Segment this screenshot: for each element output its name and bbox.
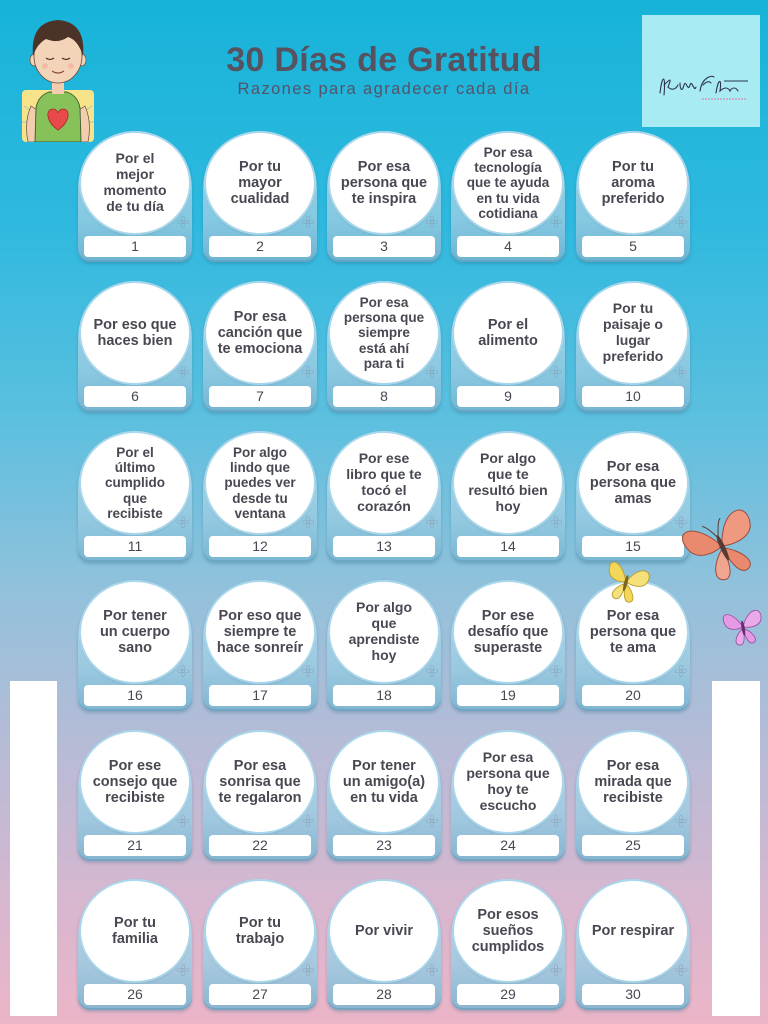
day-number: 16 [84, 685, 186, 706]
gratitude-card [327, 131, 441, 262]
day-number: 27 [209, 984, 311, 1005]
card-circle [330, 283, 438, 383]
day-number: 17 [209, 685, 311, 706]
day-number: 7 [209, 386, 311, 407]
card-circle [454, 283, 562, 383]
gratitude-card [203, 131, 317, 262]
card-text: Por esa persona que siempre está ahí para ti [343, 294, 425, 371]
card-text: Por esa mirada que recibiste [594, 757, 672, 807]
flower-icon [425, 814, 439, 828]
card-text: Por el último cumplido que recibiste [105, 444, 165, 521]
gratitude-card [451, 281, 565, 412]
card-text: Por tu paisaje o lugar preferido [602, 300, 664, 364]
card-circle [454, 881, 562, 981]
card-text: Por esa canción que te emociona [217, 308, 303, 358]
day-number: 26 [84, 984, 186, 1005]
gratitude-card [576, 131, 690, 262]
card-text: Por algo que te resultó bien hoy [468, 450, 548, 514]
card-circle [330, 582, 438, 682]
card-circle [579, 732, 687, 832]
card-text: Por ese desafío que superaste [467, 607, 549, 657]
flower-icon [425, 664, 439, 678]
flower-icon [425, 365, 439, 379]
left-white-bar [10, 681, 57, 1016]
day-number: 12 [209, 536, 311, 557]
gratitude-card [327, 730, 441, 861]
card-text: Por esa sonrisa que te regalaron [218, 757, 302, 807]
flower-icon [301, 664, 315, 678]
card-circle [330, 133, 438, 233]
gratitude-card [576, 879, 690, 1010]
card-circle [206, 283, 314, 383]
gratitude-card [203, 281, 317, 412]
card-text: Por tu aroma preferido [601, 158, 665, 208]
card-text: Por el alimento [478, 316, 538, 349]
card-text: Por ese consejo que recibiste [92, 757, 178, 807]
flower-icon [301, 814, 315, 828]
card-text: Por esa persona que hoy te escucho [466, 749, 550, 813]
flower-icon [549, 664, 563, 678]
card-circle [330, 732, 438, 832]
gratitude-card [327, 281, 441, 412]
day-number: 6 [84, 386, 186, 407]
card-circle [454, 433, 562, 533]
gratitude-card [78, 281, 192, 412]
gratitude-card [576, 730, 690, 861]
card-circle [81, 881, 189, 981]
card-text: Por esa tecnología que te ayuda en tu vida cotidiana [466, 144, 550, 221]
card-circle [81, 133, 189, 233]
card-text: Por respirar [591, 922, 675, 939]
card-circle [206, 133, 314, 233]
gratitude-card [78, 580, 192, 711]
flower-icon [176, 515, 190, 529]
card-circle [454, 582, 562, 682]
card-text: Por esa persona que amas [589, 458, 677, 508]
gratitude-card [203, 580, 317, 711]
card-text: Por el mejor momento de tu día [103, 150, 167, 214]
page-subtitle: Razones para agradecer cada día [237, 80, 531, 98]
flower-icon [176, 215, 190, 229]
flower-icon [425, 215, 439, 229]
day-number: 9 [457, 386, 559, 407]
card-circle [206, 732, 314, 832]
card-text: Por esa persona que te inspira [340, 158, 428, 208]
flower-icon [301, 963, 315, 977]
gratitude-card [78, 879, 192, 1010]
flower-icon [176, 814, 190, 828]
flower-icon [301, 515, 315, 529]
flower-icon [425, 515, 439, 529]
day-number: 28 [333, 984, 435, 1005]
gratitude-card [327, 431, 441, 562]
card-text: Por algo que aprendiste hoy [348, 599, 420, 663]
flower-icon [549, 515, 563, 529]
card-circle [579, 283, 687, 383]
gratitude-card [203, 730, 317, 861]
gratitude-card [327, 580, 441, 711]
flower-icon [301, 215, 315, 229]
gratitude-card [327, 879, 441, 1010]
gratitude-card [451, 131, 565, 262]
flower-icon [549, 365, 563, 379]
right-white-bar [712, 681, 760, 1016]
card-circle [330, 433, 438, 533]
card-text: Por esos sueños cumplidos [471, 906, 545, 956]
day-number: 19 [457, 685, 559, 706]
card-text: Por vivir [354, 922, 414, 939]
day-number: 10 [582, 386, 684, 407]
flower-icon [674, 664, 688, 678]
gratitude-card [451, 730, 565, 861]
day-number: 21 [84, 835, 186, 856]
card-text: Por eso que siempre te hace sonreír [216, 607, 304, 657]
card-circle [81, 732, 189, 832]
card-text: Por esa persona que te ama [589, 607, 677, 657]
flower-icon [674, 365, 688, 379]
card-circle [579, 881, 687, 981]
day-number: 20 [582, 685, 684, 706]
card-circle [330, 881, 438, 981]
flower-icon [549, 215, 563, 229]
gratitude-card [451, 580, 565, 711]
card-text: Por ese libro que te tocó el corazón [346, 450, 422, 514]
day-number: 14 [457, 536, 559, 557]
flower-icon [176, 664, 190, 678]
day-number: 1 [84, 236, 186, 257]
card-text: Por eso que haces bien [93, 316, 177, 349]
flower-icon [674, 215, 688, 229]
gratitude-card [451, 879, 565, 1010]
card-circle [81, 283, 189, 383]
card-circle [206, 582, 314, 682]
card-text: Por tu familia [112, 914, 158, 947]
card-text: Por tu mayor cualidad [230, 158, 290, 208]
day-number: 13 [333, 536, 435, 557]
card-text: Por tener un cuerpo sano [99, 607, 171, 657]
brand-logo [642, 15, 760, 127]
day-number: 11 [84, 536, 186, 557]
card-circle [579, 433, 687, 533]
gratitude-card [451, 431, 565, 562]
flower-icon [176, 365, 190, 379]
card-text: Por tu trabajo [235, 914, 285, 947]
flower-icon [549, 963, 563, 977]
gratitude-card [78, 730, 192, 861]
day-number: 4 [457, 236, 559, 257]
day-number: 5 [582, 236, 684, 257]
card-circle [81, 582, 189, 682]
card-circle [579, 133, 687, 233]
gratitude-card [576, 281, 690, 412]
page-title: 30 Días de Gratitud [226, 41, 542, 79]
gratitude-card [203, 431, 317, 562]
day-number: 23 [333, 835, 435, 856]
butterfly-orange-icon [676, 502, 768, 590]
day-number: 25 [582, 835, 684, 856]
gratitude-card [78, 131, 192, 262]
flower-icon [674, 814, 688, 828]
day-number: 3 [333, 236, 435, 257]
butterfly-pink-icon [718, 602, 768, 652]
flower-icon [549, 814, 563, 828]
card-circle [454, 732, 562, 832]
day-number: 18 [333, 685, 435, 706]
card-circle [206, 881, 314, 981]
flower-icon [176, 963, 190, 977]
gratitude-card [78, 431, 192, 562]
flower-icon [425, 963, 439, 977]
day-number: 15 [582, 536, 684, 557]
gratitude-card [203, 879, 317, 1010]
day-number: 22 [209, 835, 311, 856]
card-circle [454, 133, 562, 233]
day-number: 30 [582, 984, 684, 1005]
day-number: 2 [209, 236, 311, 257]
card-circle [206, 433, 314, 533]
day-number: 24 [457, 835, 559, 856]
butterfly-yellow-icon [598, 556, 654, 608]
flower-icon [674, 963, 688, 977]
gratitude-card [576, 431, 690, 562]
card-circle [81, 433, 189, 533]
card-text: Por algo lindo que puedes ver desde tu ventana [224, 444, 296, 521]
flower-icon [301, 365, 315, 379]
day-number: 8 [333, 386, 435, 407]
card-text: Por tener un amigo(a) en tu vida [342, 757, 426, 807]
day-number: 29 [457, 984, 559, 1005]
